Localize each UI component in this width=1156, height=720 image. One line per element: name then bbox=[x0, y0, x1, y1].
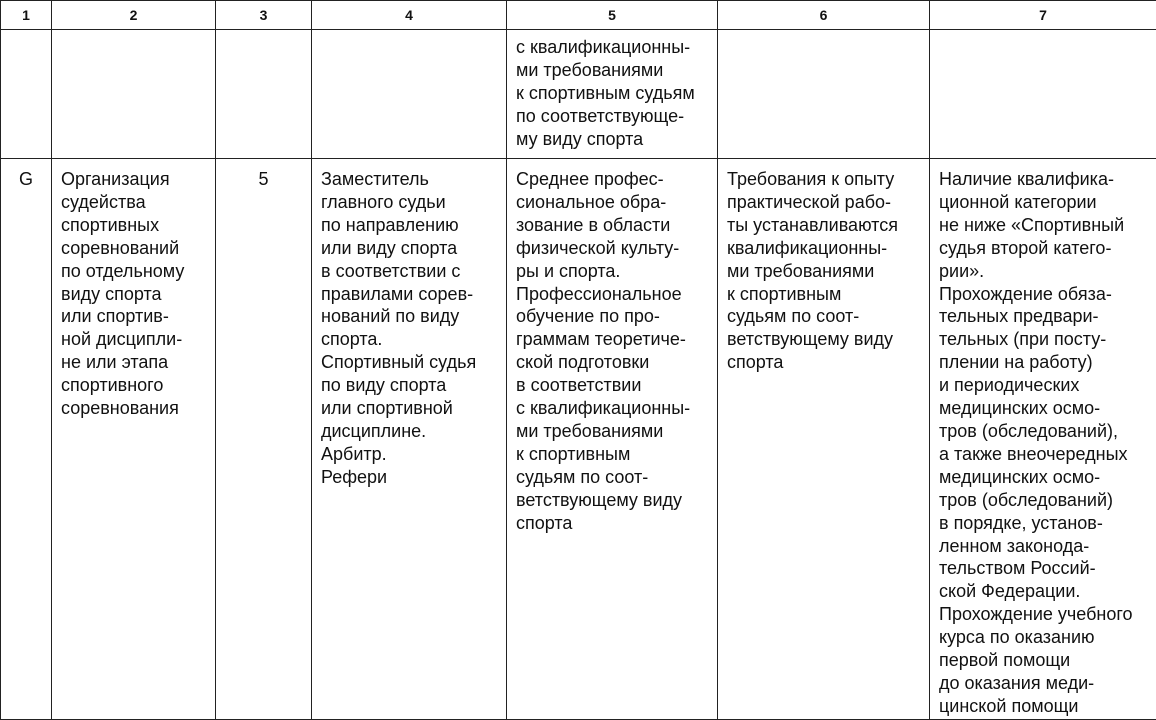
table-cell bbox=[930, 30, 1156, 159]
position-titles: Заместитель главного судьи по направлению или виду спорта в соответствии с правилами сорев- нований по виду спорта. Спортивный судья по виду спорта или спортивной дисциплине. Арбитр. Рефери bbox=[321, 169, 477, 487]
table-cell bbox=[312, 30, 507, 159]
column-header-2: 2 bbox=[52, 1, 216, 30]
table-cell bbox=[52, 159, 216, 720]
table-cell bbox=[507, 30, 718, 159]
table-cell bbox=[718, 159, 930, 720]
function-code: G bbox=[18, 169, 33, 189]
column-header-6: 6 bbox=[718, 1, 930, 30]
experience-requirements: Требования к опыту практической рабо- ты устанавливаются квалификационны- ми требованиями к спортивным судьям по соот- ветствующему виду спорта bbox=[727, 169, 898, 373]
table-cell bbox=[507, 159, 718, 720]
table-cell bbox=[930, 159, 1156, 720]
column-header-4: 4 bbox=[312, 1, 507, 30]
header-row bbox=[1, 1, 1156, 30]
table-cell bbox=[1, 30, 52, 159]
table-cell bbox=[216, 30, 312, 159]
table-cell bbox=[718, 30, 930, 159]
education-requirements: Среднее профес- сиональное обра- зование в области физической культу- ры и спорта. Профессиональное обучение по про- граммам теоретиче- ской подготовки в соответствии с квалификационны- ми требованиями к спортивным судьям по соот- ветствующему виду спорта bbox=[516, 169, 691, 533]
education-continuation-text: с квалификационны- ми требованиями к спортивным судьям по соответствующе- му виду спорта bbox=[516, 37, 695, 149]
column-header-3: 3 bbox=[216, 1, 312, 30]
table-cell bbox=[216, 159, 312, 720]
column-header-1: 1 bbox=[1, 1, 52, 30]
special-conditions: Наличие квалифика- ционной категории не ниже «Спортивный судья второй катего- рии». Прохождение обяза- тельных предвари- тельных (при посту- плении на работу) и периодических медицинских осмо- тров (обследований), а также внеочередных медицинских осмо- тров (обследований) в порядке, установ- ленном законода- тельством Россий- ской Федерации. Прохождение учебного курса по оказанию первой помощи до оказания меди- цинской помощи bbox=[939, 169, 1133, 716]
column-header-5: 5 bbox=[507, 1, 718, 30]
table-cell bbox=[312, 159, 507, 720]
table-row-g bbox=[1, 159, 1156, 720]
table-row-continuation bbox=[1, 30, 1156, 159]
qualification-level: 5 bbox=[258, 169, 269, 189]
function-name: Организация судейства спортивных соревнований по отдельному виду спорта или спортив- ной дисципли- не или этапа спортивного соревнования bbox=[61, 169, 185, 419]
column-header-7: 7 bbox=[930, 1, 1156, 30]
table-cell bbox=[1, 159, 52, 720]
table-cell bbox=[52, 30, 216, 159]
